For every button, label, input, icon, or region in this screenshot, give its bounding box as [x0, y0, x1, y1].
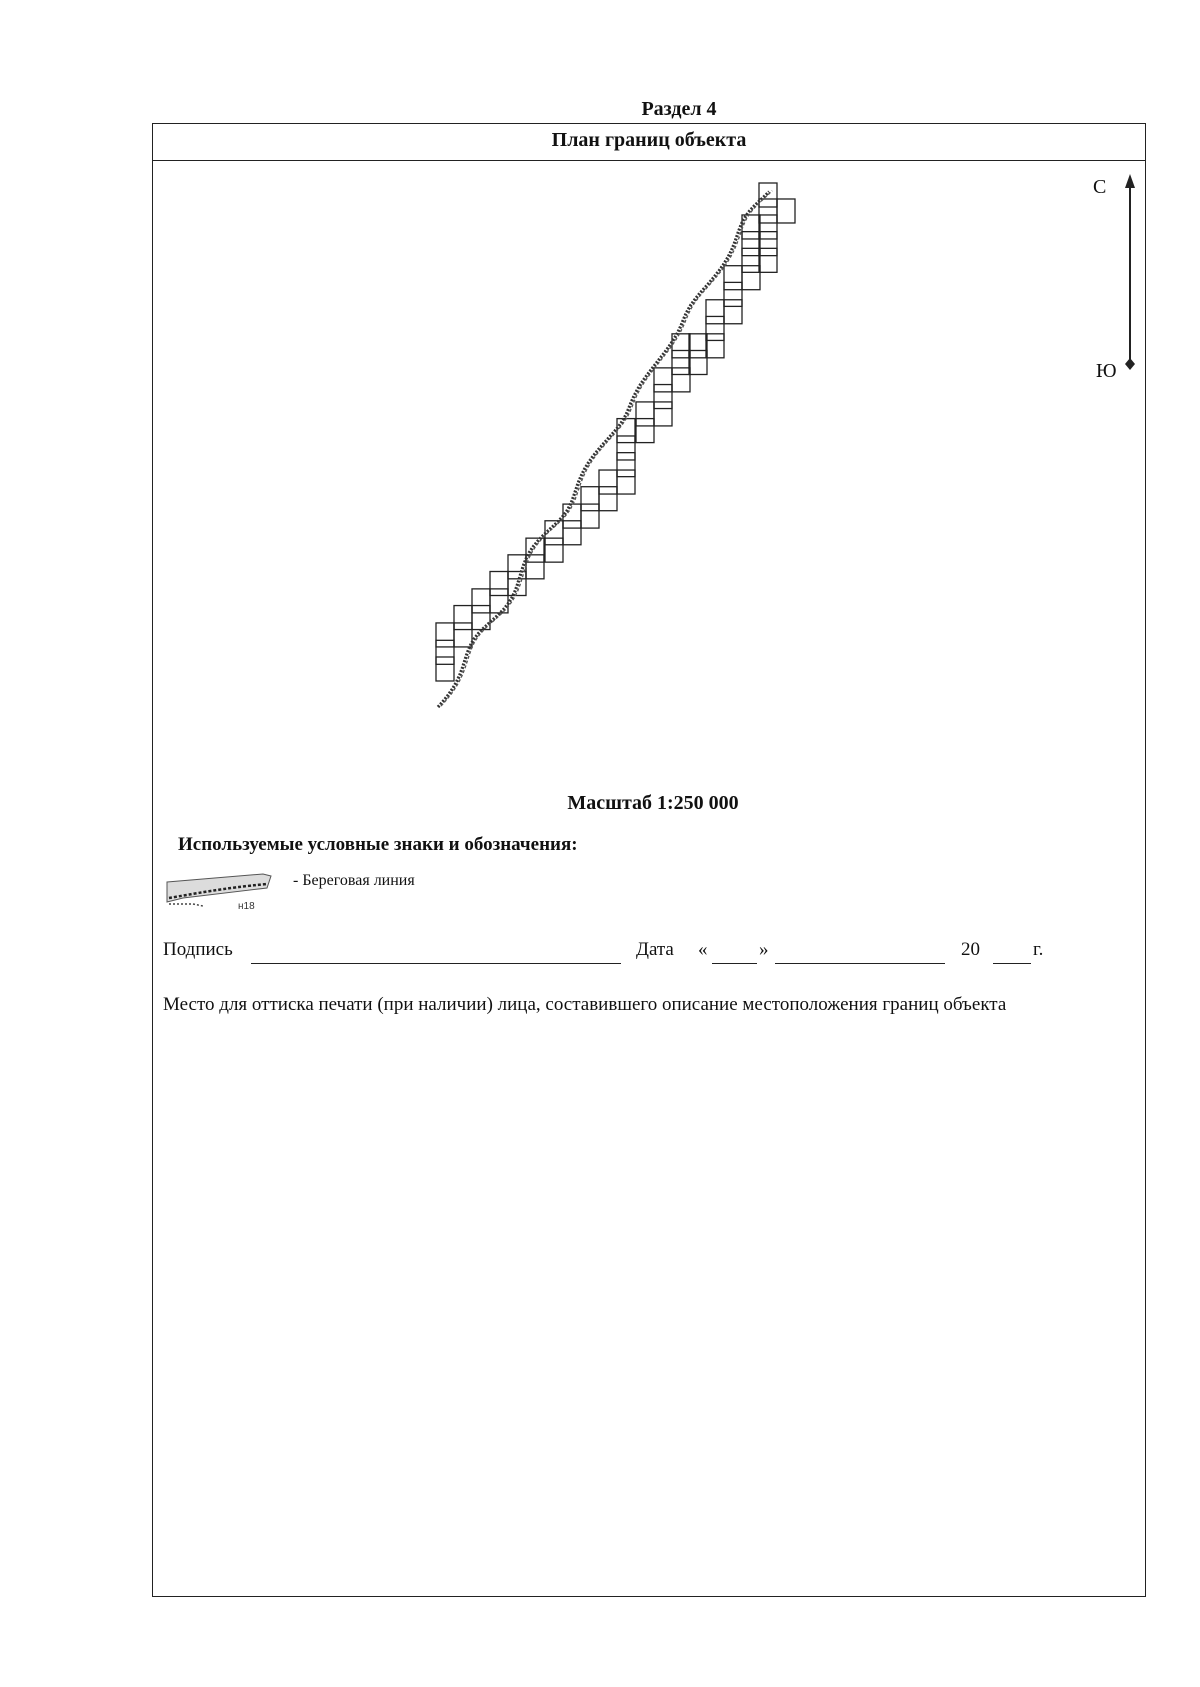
compass-south-label: Ю: [1096, 360, 1117, 382]
map-area: [153, 124, 1145, 1596]
document-frame: [152, 123, 1146, 1597]
grid-cell: [742, 232, 760, 256]
legend-label-coastline: - Береговая линия: [293, 872, 415, 889]
grid-cell: [472, 589, 490, 613]
stamp-note: Место для оттиска печати (при наличии) лица, составившего описание местоположения границ объекта: [163, 994, 1007, 1015]
grid-cell: [759, 232, 777, 256]
grid-cell: [581, 504, 599, 528]
grid-cell: [706, 316, 724, 340]
date-quote-open: «: [698, 939, 708, 960]
grid-cell: [706, 334, 724, 358]
grid-cell: [672, 368, 690, 392]
date-year-suffix: г.: [1033, 939, 1044, 960]
grid-cell: [617, 470, 635, 494]
coastline-sample-icon: [163, 868, 283, 910]
grid-cell: [454, 623, 472, 647]
legend-item-coastline: [163, 868, 415, 910]
grid-cell: [545, 538, 563, 562]
grid-cell: [636, 419, 654, 443]
grid-cell: [617, 453, 635, 477]
grid-cell: [599, 487, 617, 511]
map-scale: Масштаб 1:250 000: [567, 792, 739, 814]
grid-cell: [617, 436, 635, 460]
grid-cell: [581, 487, 599, 511]
grid-cell: [672, 350, 690, 374]
grid-cell: [689, 334, 707, 358]
grid-cell: [436, 623, 454, 647]
grid-cell: [724, 300, 742, 324]
legend-title: Используемые условные знаки и обозначения:: [178, 834, 578, 855]
grid-cell: [759, 199, 777, 223]
grid-cell: [759, 215, 777, 239]
grid-cell: [654, 368, 672, 392]
grid-cell: [563, 521, 581, 545]
grid-cell: [436, 640, 454, 664]
grid-cell: [654, 385, 672, 409]
grid-cell: [436, 657, 454, 681]
grid-cell: [706, 300, 724, 324]
signature-label: Подпись: [163, 939, 233, 960]
signature-field[interactable]: [251, 963, 621, 964]
compass-north-label: С: [1093, 176, 1107, 198]
grid-cell: [526, 555, 544, 579]
grid-cell: [526, 538, 544, 562]
grid-cell: [742, 248, 760, 272]
boundary-map: [153, 124, 1147, 784]
grid-cell: [742, 215, 760, 239]
section-title: Раздел 4: [641, 98, 717, 120]
plan-header: План границ объекта: [153, 124, 1145, 161]
date-label: Дата: [636, 939, 674, 960]
date-year-field[interactable]: [993, 963, 1031, 964]
grid-cell: [742, 266, 760, 290]
date-quote-close: »: [759, 939, 769, 960]
legend-tiny-text: н18: [238, 901, 255, 910]
grid-cell: [654, 402, 672, 426]
grid-cell: [490, 572, 508, 596]
grid-cell: [724, 266, 742, 290]
grid-cell: [454, 606, 472, 630]
coastline-path-outer: [441, 191, 772, 706]
date-month-field[interactable]: [775, 963, 945, 964]
grid-cell: [724, 282, 742, 306]
date-year-prefix: 20: [961, 939, 980, 960]
grid-cell: [599, 470, 617, 494]
compass-arrow-icon: [1125, 174, 1135, 370]
grid-cell: [759, 248, 777, 272]
grid-cell: [636, 402, 654, 426]
grid-cell: [689, 350, 707, 374]
date-day-field[interactable]: [712, 963, 757, 964]
grid-cell: [777, 199, 795, 223]
